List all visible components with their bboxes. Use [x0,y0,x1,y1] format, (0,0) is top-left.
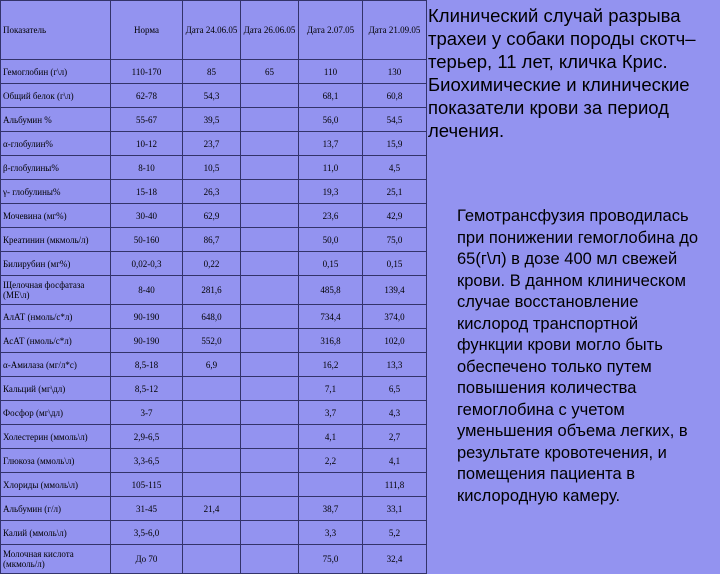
value-cell [241,156,299,180]
value-cell: 6,9 [183,353,241,377]
indicator-name-cell: β-глобулины% [1,156,111,180]
value-cell: 21,4 [183,497,241,521]
body-line: повышения количества [457,379,637,397]
table-row [1,353,427,377]
value-cell: 10,5 [183,156,241,180]
table-row [1,329,427,353]
value-cell: 62-78 [111,84,183,108]
value-cell [241,204,299,228]
value-cell: 2,2 [299,449,363,473]
value-cell: 2,7 [363,425,427,449]
indicator-name-cell: Калий (ммоль\л) [1,521,111,545]
indicator-name-cell: γ- глобулины% [1,180,111,204]
value-cell: 0,22 [183,252,241,276]
value-cell: 10-12 [111,132,183,156]
value-cell [183,377,241,401]
value-cell [241,377,299,401]
header-date-4: Дата 21.09.05 [363,1,427,60]
indicator-name-cell: АлАТ (нмоль/с*л) [1,305,111,329]
body-line: результате кровотечения, и [457,443,667,462]
table-row [1,521,427,545]
value-cell [241,252,299,276]
table-row [1,180,427,204]
indicator-name-cell: Креатинин (мкмоль/л) [1,228,111,252]
value-cell: 5,2 [363,521,427,545]
value-cell: 3,7 [299,401,363,425]
value-cell: 3,3-6,5 [111,449,183,473]
value-cell: 4,1 [299,425,363,449]
value-cell: 50-160 [111,228,183,252]
body-line: Гемотрансфузия проводилась [457,207,689,225]
value-cell: 85 [183,60,241,84]
value-cell: 50,0 [299,228,363,252]
value-cell: 648,0 [183,305,241,329]
value-cell [183,521,241,545]
header-date-2: Дата 26.06.05 [241,1,299,60]
value-cell [241,401,299,425]
value-cell: 485,8 [299,276,363,305]
table-body [1,60,427,574]
body-line: кислород транспортной [457,314,639,333]
indicator-name-cell: АсАТ (нмоль/с*л) [1,329,111,353]
value-cell: 42,9 [363,204,427,228]
value-cell: 734,4 [299,305,363,329]
value-cell: 13,3 [363,353,427,377]
value-cell [241,545,299,574]
header-date-1: Дата 24.06.05 [183,1,241,60]
indicator-name-cell: Щелочная фосфатаза (МЕ\л) [1,276,111,305]
value-cell: 374,0 [363,305,427,329]
value-cell: 110 [299,60,363,84]
indicator-name-cell: Общий белок (г\л) [1,84,111,108]
value-cell [183,473,241,497]
value-cell [241,329,299,353]
table-row [1,132,427,156]
value-cell [241,228,299,252]
value-cell [241,276,299,305]
indicator-name-cell: Гемоглобин (г\л) [1,60,111,84]
value-cell: 54,5 [363,108,427,132]
value-cell: 281,6 [183,276,241,305]
value-cell [241,84,299,108]
value-cell: 105-115 [111,473,183,497]
indicator-name-cell: α-Амилаза (мг/л*с) [1,353,111,377]
value-cell [183,401,241,425]
value-cell: 23,6 [299,204,363,228]
body-line: помещения пациента в [457,465,636,483]
value-cell: 4,1 [363,449,427,473]
value-cell [241,305,299,329]
body-line: 65(г\л) в дозе 400 мл свежей [457,250,678,268]
value-cell: 15,9 [363,132,427,156]
header-date-3: Дата 2.07.05 [299,1,363,60]
value-cell [241,521,299,545]
value-cell: 23,7 [183,132,241,156]
value-cell: 0,15 [363,252,427,276]
body-line: кислородную камеру. [457,486,621,505]
body-line: гемоглобина с учетом [457,400,625,419]
table-row [1,545,427,574]
value-cell: 60,8 [363,84,427,108]
value-cell [299,473,363,497]
value-cell [241,132,299,156]
table-row [1,108,427,132]
indicator-name-cell: Фосфор (мг\дл) [1,401,111,425]
value-cell: 139,4 [363,276,427,305]
indicator-name-cell: Глюкоза (ммоль\л) [1,449,111,473]
value-cell: 55-67 [111,108,183,132]
value-cell: 8,5-12 [111,377,183,401]
table-row [1,305,427,329]
value-cell [241,497,299,521]
value-cell [241,108,299,132]
table-row [1,84,427,108]
value-cell: 39,5 [183,108,241,132]
value-cell: 90-190 [111,329,183,353]
value-cell: 11,0 [299,156,363,180]
value-cell: 316,8 [299,329,363,353]
value-cell: 26,3 [183,180,241,204]
body-line: обеспечено только путем [457,357,652,376]
value-cell: 62,9 [183,204,241,228]
value-cell: 31-45 [111,497,183,521]
table-row [1,156,427,180]
value-cell: 8-10 [111,156,183,180]
value-cell: 2,9-6,5 [111,425,183,449]
value-cell: 75,0 [299,545,363,574]
value-cell: 19,3 [299,180,363,204]
value-cell: 3-7 [111,401,183,425]
body-line: функции крови могло быть [457,336,663,354]
value-cell: 90-190 [111,305,183,329]
indicator-name-cell: Холестерин (ммоль\л) [1,425,111,449]
value-cell: 111,8 [363,473,427,497]
indicator-name-cell: Альбумин (г/л) [1,497,111,521]
table-row [1,204,427,228]
value-cell: 15-18 [111,180,183,204]
indicator-name-cell: Мочевина (мг%) [1,204,111,228]
body-line: случае восстановление [457,293,639,311]
header-norm: Норма [111,1,183,60]
table-row [1,449,427,473]
value-cell: 102,0 [363,329,427,353]
value-cell: 0,02-0,3 [111,252,183,276]
value-cell: 86,7 [183,228,241,252]
table-row [1,60,427,84]
value-cell [183,449,241,473]
value-cell: 25,1 [363,180,427,204]
table-row [1,228,427,252]
value-cell: 30-40 [111,204,183,228]
value-cell: 54,3 [183,84,241,108]
value-cell: 56,0 [299,108,363,132]
indicator-name-cell: Альбумин % [1,108,111,132]
indicator-name-cell: Молочная кислота (мкмоль/л) [1,545,111,574]
value-cell: До 70 [111,545,183,574]
value-cell: 75,0 [363,228,427,252]
value-cell: 68,1 [299,84,363,108]
table-row [1,252,427,276]
value-cell: 552,0 [183,329,241,353]
value-cell: 4,3 [363,401,427,425]
value-cell: 130 [363,60,427,84]
body-line: крови. В данном клиническом [457,271,686,290]
body-line: при понижении гемоглобина до [457,228,699,247]
table-row [1,377,427,401]
value-cell: 16,2 [299,353,363,377]
table-row [1,497,427,521]
value-cell: 110-170 [111,60,183,84]
value-cell: 3,3 [299,521,363,545]
value-cell: 3,5-6,0 [111,521,183,545]
value-cell [241,180,299,204]
value-cell: 4,5 [363,156,427,180]
table-row [1,473,427,497]
value-cell: 8-40 [111,276,183,305]
table-row [1,425,427,449]
value-cell: 13,7 [299,132,363,156]
indicator-name-cell: α-глобулин% [1,132,111,156]
table-header-row [1,1,427,60]
value-cell [241,449,299,473]
value-cell [183,545,241,574]
value-cell [241,425,299,449]
value-cell: 65 [241,60,299,84]
slide-title: Клинический случай разрыва трахеи у собаки породы скотч–терьер, 11 лет, кличка Крис. Биохимические и клинические показатели крови за период лечения. [428,5,696,141]
indicator-name-cell: Хлориды (ммоль\л) [1,473,111,497]
table-row [1,276,427,305]
value-cell: 38,7 [299,497,363,521]
value-cell: 8,5-18 [111,353,183,377]
indicator-name-cell: Кальций (мг\дл) [1,377,111,401]
header-indicator: Показатель [1,1,111,60]
value-cell: 33,1 [363,497,427,521]
table-row [1,401,427,425]
value-cell: 0,15 [299,252,363,276]
value-cell [183,425,241,449]
body-paragraph [457,206,719,507]
value-cell: 7,1 [299,377,363,401]
value-cell [241,473,299,497]
body-line: уменьшения объема легких, в [457,422,688,440]
value-cell: 6,5 [363,377,427,401]
value-cell [241,353,299,377]
indicator-name-cell: Билирубин (мг%) [1,252,111,276]
value-cell: 32,4 [363,545,427,574]
